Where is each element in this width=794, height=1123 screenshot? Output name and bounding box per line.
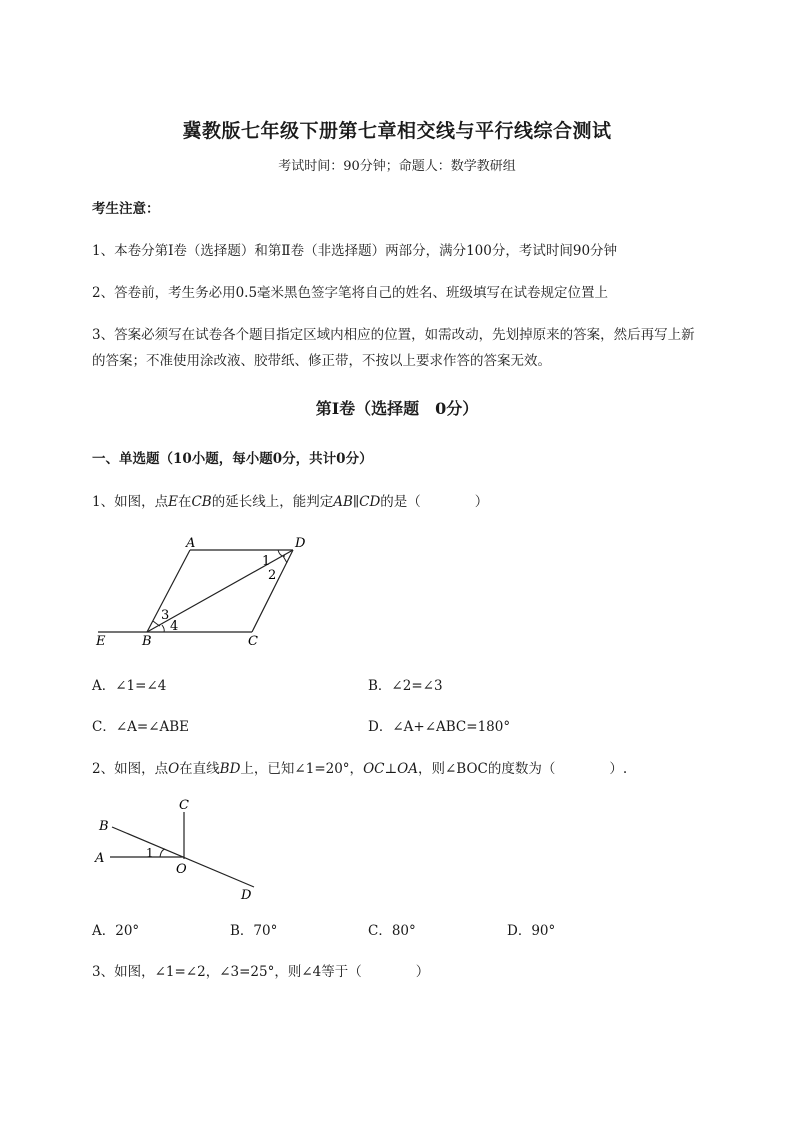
q1-angle-arc-b2 [162,625,164,632]
q2-perpendicular: OC⊥OA [363,761,418,777]
q1-label-3: 3 [161,608,170,623]
q1-text-c: 的延长线上，能判定 [211,494,334,510]
q1-text-a: 1、如图，点 [92,494,169,510]
q2-text-a: 2、如图，点 [92,761,169,777]
q1-parallel-statement: AB∥CD [333,494,381,510]
q2-text-b: 在直线 [179,761,220,777]
q1-label-e: E [96,634,106,649]
q1-option-b: B．∠2=∠3 [368,678,443,694]
notice-item-2: 2、答卷前，考生务必用0.5毫米黑色签字笔将自己的姓名、班级填写在试卷规定位置上 [92,285,609,301]
q2-label-d: D [241,888,252,903]
q2-option-a: A．20° [92,923,140,939]
q2-option-d: D．90° [507,923,556,939]
q2-text-d: ，则∠BOC的度数为（ ）. [417,761,628,777]
q1-option-d: D．∠A+∠ABC=180° [368,719,511,735]
q1-option-a: A．∠1=∠4 [92,678,167,694]
q1-label-a: A [186,536,196,551]
q1-text-d: 的是（ ） [380,494,489,510]
q1-label-c: C [248,634,258,649]
q2-label-c: C [179,798,189,813]
q1-label-4: 4 [170,619,179,634]
q1-text-b: 在 [177,494,192,510]
q2-label-1: 1 [146,846,154,860]
q2-option-c: C．80° [368,923,416,939]
question-2-stem [92,760,627,778]
q2-point-o: O [168,761,180,777]
q1-angle-arc-b [153,621,160,626]
q1-point-e: E [168,494,178,510]
q1-label-2: 2 [268,568,277,583]
q2-label-b: B [99,819,109,834]
part-heading: 一、单选题（10小题，每小题0分，共计0分） [92,451,373,467]
exam-title: 冀教版七年级下册第七章相交线与平行线综合测试 [182,120,612,142]
q1-segment-cb: CB [191,494,212,510]
q2-option-b: B．70° [230,923,278,939]
q1-figure [90,535,320,655]
q1-label-1: 1 [262,554,271,569]
q2-line-bd: BD [219,761,241,777]
section-title: 第Ⅰ卷（选择题 0分） [315,399,479,418]
notice-heading: 考生注意： [92,201,160,217]
q2-angle-arc-1 [160,849,165,857]
q2-label-a: A [95,851,105,866]
q2-figure [90,795,270,905]
q2-label-o: O [176,862,187,877]
notice-item-1: 1、本卷分第Ⅰ卷（选择题）和第Ⅱ卷（非选择题）两部分，满分100分，考试时间90分钟 [92,243,618,259]
question-3-stem: 3、如图，∠1=∠2，∠3=25°，则∠4等于（ ） [92,964,430,980]
q1-option-c: C．∠A=∠ABE [92,719,190,735]
q1-label-d: D [295,536,306,551]
q1-label-b: B [142,634,152,649]
q1-angle-arc-d2 [283,556,287,563]
q2-text-c: 上，已知∠1=20°， [240,761,364,777]
notice-item-3-line1: 3、答案必须写在试卷各个题目指定区域内相应的位置，如需改动，先划掉原来的答案，然后再写上新 [92,327,695,343]
question-1-stem [92,493,488,511]
exam-subtitle: 考试时间：90分钟；命题人：数学教研组 [278,159,516,174]
notice-item-3-line2: 的答案；不准使用涂改液、胶带纸、修正带，不按以上要求作答的答案无效。 [92,353,551,369]
